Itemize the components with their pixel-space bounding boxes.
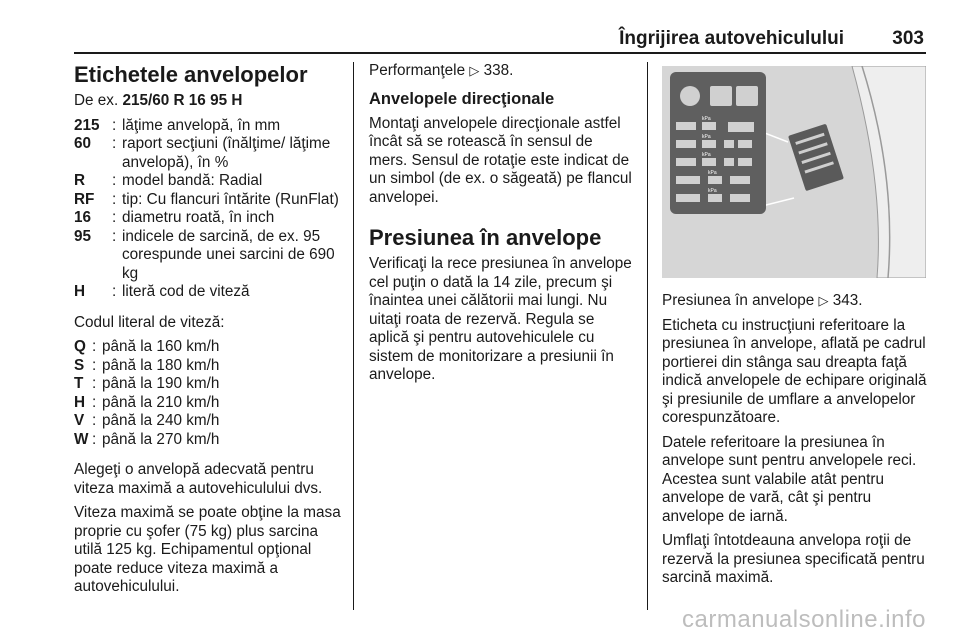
speed-key: T <box>74 375 84 392</box>
def-value: tip: Cu flancuri întărite (RunFlat) <box>122 190 339 208</box>
reference-page[interactable]: 343. <box>832 292 863 309</box>
kpa-label: kPa <box>702 152 711 158</box>
def-key: RF <box>74 190 95 208</box>
kpa-label: kPa <box>702 116 711 122</box>
paragraph: Alegeţi o anvelopă adecvată pentru viteza maximă a autovehiculului dvs. <box>74 461 323 497</box>
speed-value: până la 190 km/h <box>102 375 220 392</box>
column-2 <box>369 62 635 391</box>
column-1 <box>74 62 344 603</box>
performance-reference: Performanţele ▷ 338. <box>369 62 514 79</box>
page-number: 303 <box>892 28 924 49</box>
tire-code-list: 215 : lăţime anvelopă, în mm 60 : raport secţiuni (înălţime/ lăţime anvelopă), în % R : model bandă: Radial RF : tip: Cu flancuri întărite (RunFlat) 16 : diametru roată, în inch 95 : indicele de sarcină, de ex. 95 corespunde unei sarcini de 690 kg H : literă cod de viteză <box>74 117 344 302</box>
reference-page[interactable]: 338. <box>483 62 514 79</box>
pressure-reference: Presiunea în anvelope ▷ 343. <box>662 292 863 309</box>
paragraph: Datele referitoare la presiunea în anvelope sunt pentru anvelopele reci. Acestea sunt valabile atât pentru anvelope de vară, cât şi pentru anvelope de iarnă. <box>662 433 917 525</box>
def-key: H <box>74 283 86 300</box>
example-code: 215/60 R 16 95 H <box>122 92 243 109</box>
section-title: Îngrijirea autovehiculului <box>619 28 844 49</box>
speed-key: W <box>74 430 89 448</box>
page-header <box>74 22 926 54</box>
speed-value: până la 240 km/h <box>102 412 220 429</box>
tire-label-illustration <box>662 66 926 278</box>
def-value: indicele de sarcină, de ex. 95 corespunde unei sarcini de 690 kg <box>122 227 335 282</box>
def-value: lăţime anvelopă, în mm <box>122 116 281 134</box>
speed-key: V <box>74 412 85 429</box>
speed-code-list: Q : până la 160 km/h S : până la 180 km/h T : până la 190 km/h H : până la 210 km/h V : până la 240 km/h W : până la 270 km/h <box>74 338 344 449</box>
tire-label-figure <box>662 66 926 278</box>
kpa-label: kPa <box>708 170 717 176</box>
example-line: De ex. 215/60 R 16 95 H <box>74 92 243 109</box>
heading-tire-labels: Etichetele anvelopelor <box>74 62 308 87</box>
speed-value: până la 160 km/h <box>102 338 220 355</box>
kpa-label: kPa <box>708 188 717 194</box>
paragraph: Verificaţi la rece presiunea în anvelope cel puţin o dată la 14 zile, precum şi înaintea unei călătorii mai lungi. Nu uitaţi roata de rezervă. Regula se aplică şi pentru autovehiculele cu sistem de monitorizare a presiunii în anvelope. <box>369 255 632 383</box>
paragraph: Eticheta cu instrucţiuni referitoare la presiunea în anvelope, aflată pe cadrul portierei din stânga sau dreapta faţă indică anvelopele de echipare originală şi presiunile de umflare a anvelopelor corespunzătoare. <box>662 316 927 426</box>
kpa-label: kPa <box>702 134 711 140</box>
paragraph: Montaţi anvelopele direcţionale astfel încât să se rotească în sensul de mers. Sensul de rotaţie este indicat de un simbol (de ex. o săgeată) pe flancul anvelopei. <box>369 114 632 206</box>
speed-key: S <box>74 356 85 374</box>
def-key: 215 <box>74 116 100 134</box>
triangle-arrow-icon: ▷ <box>818 293 829 308</box>
column-3 <box>662 62 932 594</box>
paragraph: Viteza maximă se poate obţine la masa proprie cu şofer (75 kg) plus sarcina utilă 125 kg. Echipamentul opţional poate reduce viteza maximă a autovehiculului. <box>74 504 341 595</box>
def-value: diametru roată, în inch <box>122 209 275 226</box>
def-value: raport secţiuni (înălţime/ lăţime anvelopă), în % <box>122 135 331 171</box>
paragraph: Umflaţi întotdeauna anvelopa roţii de rezervă la presiunea specificată pentru sarcină maximă. <box>662 532 925 586</box>
def-key: 16 <box>74 209 92 226</box>
def-key: 95 <box>74 227 92 245</box>
heading-tire-pressure: Presiunea în anvelope <box>369 225 602 250</box>
speed-intro: Codul literal de viteză: <box>74 313 225 331</box>
def-value: literă cod de viteză <box>122 283 250 300</box>
speed-value: până la 180 km/h <box>102 356 220 374</box>
def-value: model bandă: Radial <box>122 172 263 189</box>
speed-value: până la 270 km/h <box>102 430 220 448</box>
def-key: 60 <box>74 135 92 152</box>
column-divider <box>647 62 648 610</box>
speed-value: până la 210 km/h <box>102 393 220 411</box>
column-divider <box>353 62 354 610</box>
def-key: R <box>74 172 86 189</box>
watermark: carmanualsonline.info <box>682 606 926 633</box>
triangle-arrow-icon: ▷ <box>469 63 480 78</box>
heading-directional-tires: Anvelopele direcţionale <box>369 89 555 108</box>
speed-key: H <box>74 393 86 411</box>
speed-key: Q <box>74 338 86 355</box>
